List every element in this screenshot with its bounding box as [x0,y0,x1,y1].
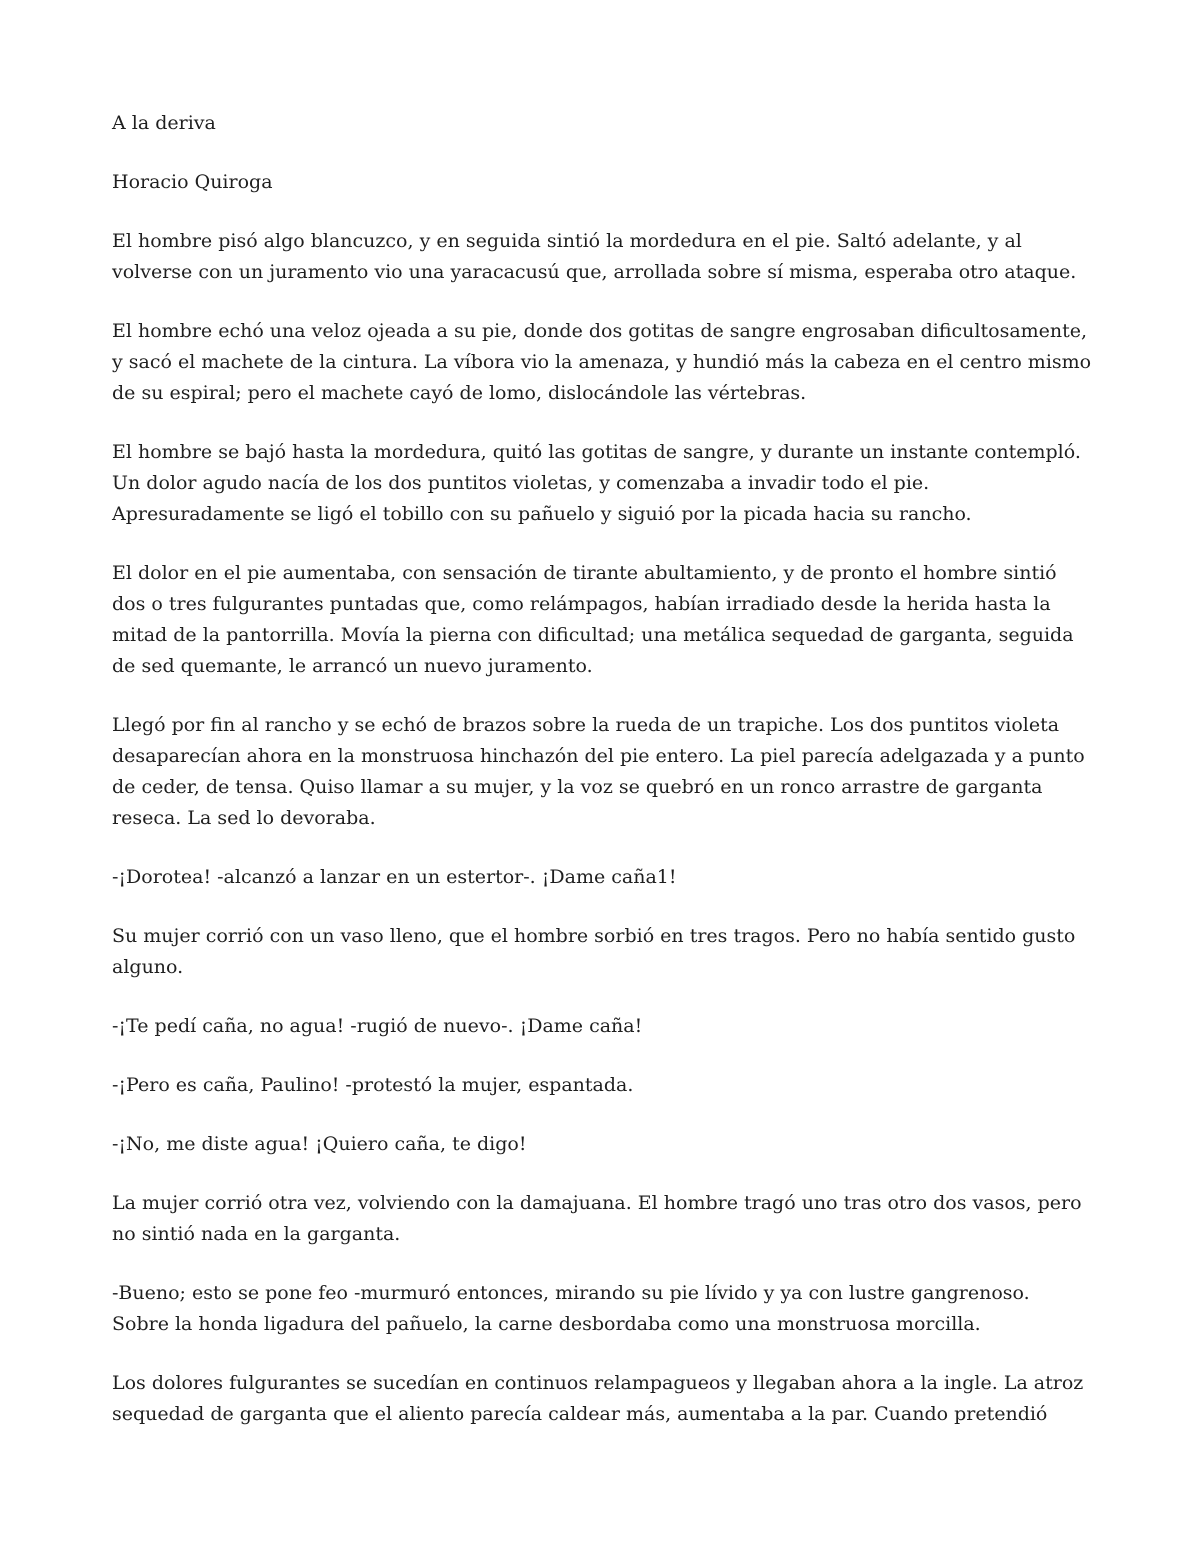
paragraph: El hombre echó una veloz ojeada a su pie, donde dos gotitas de sangre engrosaban dificultosamente, y sacó el machete de la cintura. La víbora vio la amenaza, y hundió más la cabeza en el centro mismo de su espiral; pero el machete cayó de lomo, dislocándole las vértebras. [112,320,1092,404]
dialogue-line: -¡Pero es caña, Paulino! -protestó la mujer, espantada. [112,1074,634,1096]
document-author: Horacio Quiroga [112,171,273,193]
document-title: A la deriva [112,112,216,134]
paragraph: El hombre pisó algo blancuzco, y en seguida sintió la mordedura en el pie. Saltó adelante, y al volverse con un juramento vio una yaracacusú que, arrollada sobre sí misma, esperaba otro ataque. [112,230,1077,283]
paragraph: El dolor en el pie aumentaba, con sensación de tirante abultamiento, y de pronto el hombre sintió dos o tres fulgurantes puntadas que, como relámpagos, habían irradiado desde la herida hasta la mitad de la pantorrilla. Movía la pierna con dificultad; una metálica sequedad de garganta, seguida de sed quemante, le arrancó un nuevo juramento. [112,562,1074,677]
dialogue-line: -¡Dorotea! -alcanzó a lanzar en un estertor-. ¡Dame caña1! [112,866,677,888]
paragraph: Los dolores fulgurantes se sucedían en continuos relampagueos y llegaban ahora a la ingle. La atroz sequedad de garganta que el aliento parecía caldear más, aumentaba a la par. Cuando pretendió [112,1372,1084,1425]
paragraph: La mujer corrió otra vez, volviendo con la damajuana. El hombre tragó uno tras otro dos vasos, pero no sintió nada en la garganta. [112,1192,1082,1245]
paragraph: Llegó por fin al rancho y se echó de brazos sobre la rueda de un trapiche. Los dos puntitos violeta desaparecían ahora en la monstruosa hinchazón del pie entero. La piel parecía adelgazada y a punto de ceder, de tensa. Quiso llamar a su mujer, y la voz se quebró en un ronco arrastre de garganta reseca. La sed lo devoraba. [112,714,1085,829]
paragraph: El hombre se bajó hasta la mordedura, quitó las gotitas de sangre, y durante un instante contempló. Un dolor agudo nacía de los dos puntitos violetas, y comenzaba a invadir todo el pie. Apresuradamente se ligó el tobillo con su pañuelo y siguió por la picada hacia su rancho. [112,441,1081,525]
dialogue-line: -¡No, me diste agua! ¡Quiero caña, te digo! [112,1133,527,1155]
dialogue-line: -¡Te pedí caña, no agua! -rugió de nuevo-. ¡Dame caña! [112,1015,643,1037]
paragraph: Su mujer corrió con un vaso lleno, que el hombre sorbió en tres tragos. Pero no había sentido gusto alguno. [112,925,1076,978]
paragraph: -Bueno; esto se pone feo -murmuró entonces, mirando su pie lívido y ya con lustre gangrenoso. Sobre la honda ligadura del pañuelo, la carne desbordaba como una monstruosa morcilla. [112,1282,1030,1335]
